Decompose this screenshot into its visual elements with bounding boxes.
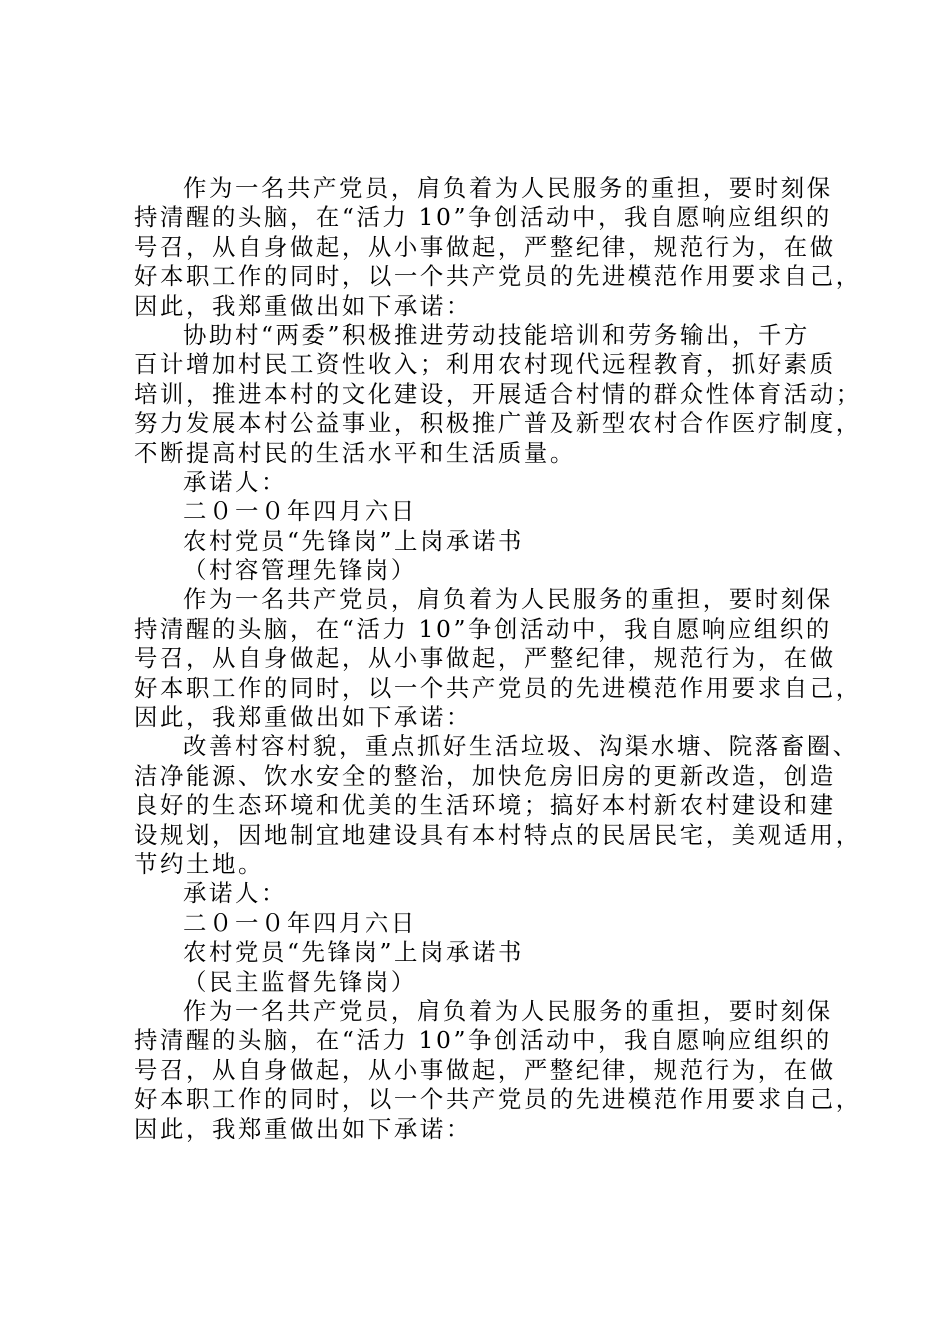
document-line: 好本职工作的同时，以一个共产党员的先进模范作用要求自己，	[134, 673, 862, 702]
document-line: 好本职工作的同时，以一个共产党员的先进模范作用要求自己，	[134, 262, 862, 291]
document-line: （村容管理先锋岗）	[183, 556, 417, 585]
document-line: 承诺人：	[183, 879, 287, 908]
document-line: 二０一０年四月六日	[183, 497, 417, 526]
document-line: 作为一名共产党员，肩负着为人民服务的重担，要时刻保	[183, 996, 833, 1025]
document-line: 努力发展本村公益事业，积极推广普及新型农村合作医疗制度，	[134, 409, 862, 438]
document-line: 持清醒的头脑，在“活力 10”争创活动中，我自愿响应组织的	[134, 614, 832, 643]
document-line: 培训，推进本村的文化建设，开展适合村情的群众性体育活动；	[134, 379, 862, 408]
document-line: 节约土地。	[134, 849, 264, 878]
document-line: 设规划，因地制宜地建设具有本村特点的民居民宅，美观适用，	[134, 820, 862, 849]
document-body	[134, 174, 862, 1144]
document-line: 好本职工作的同时，以一个共产党员的先进模范作用要求自己，	[134, 1085, 862, 1114]
document-line: 农村党员“先锋岗”上岗承诺书	[183, 526, 525, 555]
document-line: 百计增加村民工资性收入；利用农村现代远程教育，抓好素质	[134, 350, 836, 379]
document-line: 不断提高村民的生活水平和生活质量。	[134, 438, 576, 467]
document-line: 号召，从自身做起，从小事做起，严整纪律，规范行为，在做	[134, 232, 836, 261]
document-line: 协助村“两委”积极推进劳动技能培训和劳务输出，千方	[183, 320, 810, 349]
document-line: 洁净能源、饮水安全的整治，加快危房旧房的更新改造，创造	[134, 761, 836, 790]
document-line: （民主监督先锋岗）	[183, 967, 417, 996]
document-line: 号召，从自身做起，从小事做起，严整纪律，规范行为，在做	[134, 1055, 836, 1084]
document-line: 号召，从自身做起，从小事做起，严整纪律，规范行为，在做	[134, 644, 836, 673]
document-line: 持清醒的头脑，在“活力 10”争创活动中，我自愿响应组织的	[134, 203, 832, 232]
document-line: 作为一名共产党员，肩负着为人民服务的重担，要时刻保	[183, 585, 833, 614]
document-line: 作为一名共产党员，肩负着为人民服务的重担，要时刻保	[183, 174, 833, 202]
document-line: 持清醒的头脑，在“活力 10”争创活动中，我自愿响应组织的	[134, 1026, 832, 1055]
document-line: 因此，我郑重做出如下承诺：	[134, 1114, 472, 1143]
document-line: 良好的生态环境和优美的生活环境；搞好本村新农村建设和建	[134, 791, 836, 820]
document-line: 因此，我郑重做出如下承诺：	[134, 291, 472, 320]
document-line: 承诺人：	[183, 467, 287, 496]
document-line: 因此，我郑重做出如下承诺：	[134, 703, 472, 732]
document-line: 农村党员“先锋岗”上岗承诺书	[183, 938, 525, 967]
document-line: 二０一０年四月六日	[183, 908, 417, 937]
document-line: 改善村容村貌，重点抓好生活垃圾、沟渠水塘、院落畜圈、	[183, 732, 859, 761]
